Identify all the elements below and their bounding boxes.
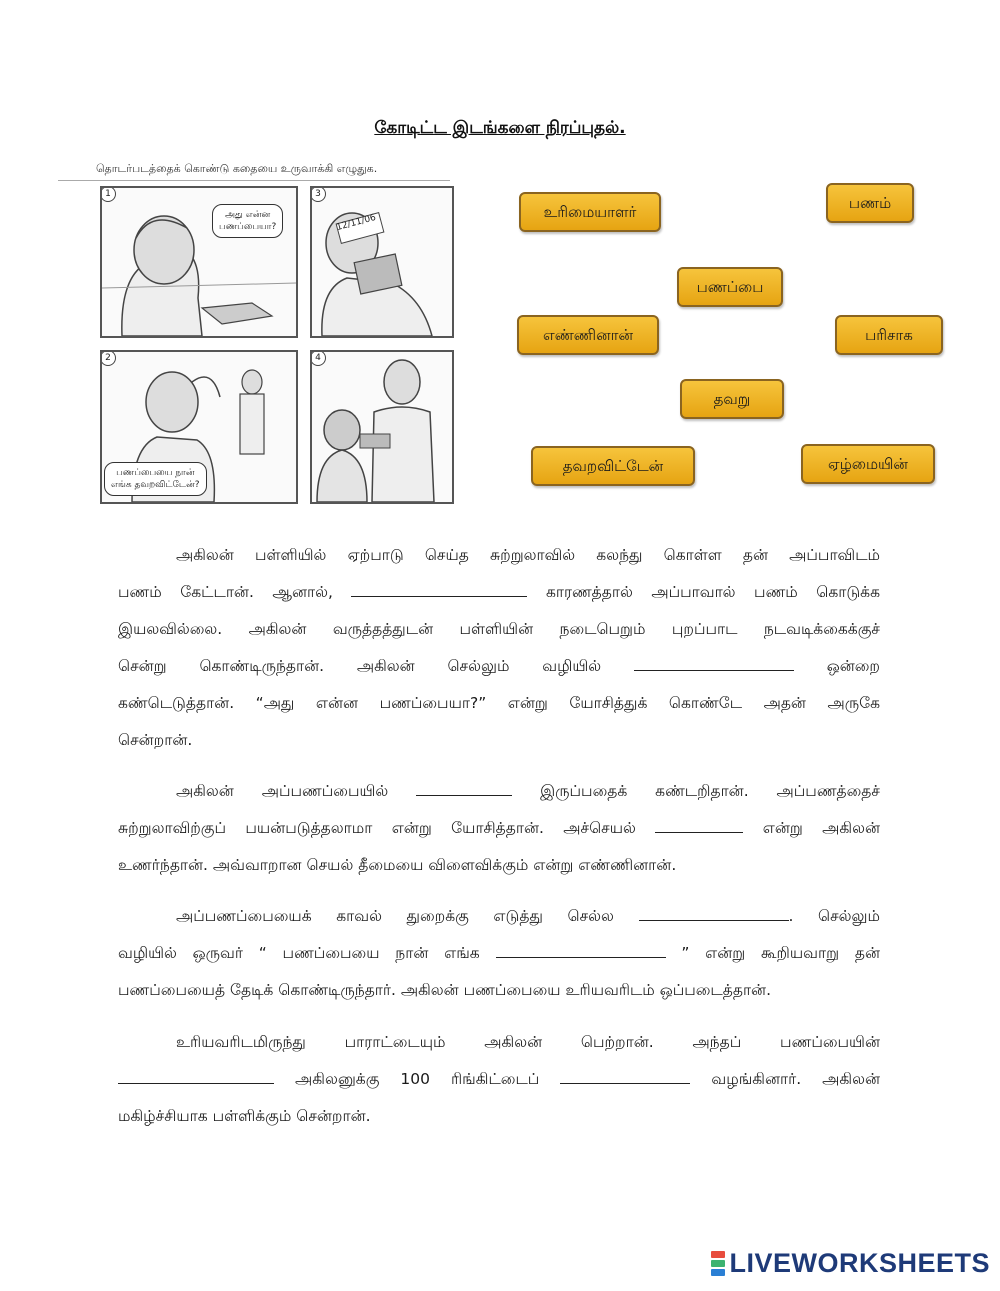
speech-bubble [212, 204, 283, 238]
blank-2[interactable] [634, 654, 794, 671]
story-line: மகிழ்ச்சியாக பள்ளிக்கும் சென்றான். [118, 1107, 371, 1125]
bubble-line: அது என்ன [225, 210, 271, 220]
text-segment: சுற்றுலாவிற்குப் பயன்படுத்தலாமா என்று யோசித்தான். அச்செயல் [118, 819, 636, 837]
blank-7[interactable] [118, 1067, 274, 1084]
liveworksheets-logo [711, 1248, 990, 1279]
blank-4[interactable] [655, 816, 743, 833]
bubble-line: பணப்பையை நான் [116, 468, 195, 478]
logo-bar [711, 1269, 725, 1276]
blank-5[interactable] [639, 904, 789, 921]
story-line: பணப்பையைத் தேடிக் கொண்டிருந்தார். அகிலன் பணப்பையை உரியவரிடம் ஒப்படைத்தான். [118, 981, 772, 999]
story-line: சென்றான். [118, 731, 193, 749]
text-segment: அகிலனுக்கு 100 ரிங்கிட்டைப் [295, 1070, 540, 1088]
panel-number: 1 [100, 186, 116, 202]
text-segment: வழங்கினார். அகிலன் [711, 1070, 880, 1088]
story-line [118, 648, 880, 685]
bubble-line: எங்க தவறவிட்டேன்? [111, 480, 200, 490]
text-segment: காரணத்தால் அப்பாவால் பணம் கொடுக்க [545, 583, 881, 601]
story-paragraph-2 [118, 773, 880, 884]
story-line: உணர்ந்தான். அவ்வாறான செயல் தீமையை விளைவிக்கும் என்று எண்ணினான். [118, 856, 677, 874]
blank-8[interactable] [560, 1067, 690, 1084]
text-segment: என்று அகிலன் [762, 819, 881, 837]
text-segment: சென்று கொண்டிருந்தான். அகிலன் செல்லும் வழியில் [118, 657, 602, 675]
comic-caption: தொடர்படத்தைக் கொண்டு கதையை உருவாக்கி எழுதுக. [96, 162, 378, 175]
text-segment: அப்பணப்பையைக் காவல் துறைக்கு எடுத்து செல்ல [176, 907, 614, 925]
word-chip-poverty[interactable]: ஏழ்மையின் [801, 444, 935, 484]
boy-wallet-illustration [312, 188, 452, 336]
logo-bar [711, 1251, 725, 1258]
money-note-label: 12/11/06 [335, 212, 378, 234]
text-segment: இருப்பதைக் கண்டறிதான். அப்பணத்தைச் [540, 782, 880, 800]
story-line: உரியவரிடமிருந்து பாராட்டையும் அகிலன் பெற்றான். அந்தப் பணப்பையின் [176, 1033, 880, 1051]
word-chip-money[interactable]: பணம் [826, 183, 914, 223]
story-paragraph-4 [118, 1024, 880, 1135]
story-line [118, 898, 880, 935]
speech-bubble [104, 462, 207, 496]
panel-number: 4 [310, 350, 326, 366]
comic-panel-1 [100, 186, 298, 338]
story-line [118, 810, 880, 847]
story-line: இயலவில்லை. அகிலன் வருத்தத்துடன் பள்ளியின் நடைபெறும் புறப்பாட நடவடிக்கைக்குச் [118, 620, 880, 638]
word-chip-counted[interactable]: எண்ணினான் [517, 315, 659, 355]
word-chip-as-gift[interactable]: பரிசாக [835, 315, 943, 355]
word-chip-owner[interactable]: உரிமையாளர் [519, 192, 661, 232]
blank-3[interactable] [416, 779, 512, 796]
story-paragraph-1 [118, 537, 880, 759]
story-paragraph-3 [118, 898, 880, 1009]
panel-number: 2 [100, 350, 116, 366]
text-segment: வழியில் ஒருவர் “ பணப்பையை நான் எங்க [118, 944, 480, 962]
logo-text: LIVEWORKSHEETS [729, 1248, 990, 1278]
worksheet-title: கோடிட்ட இடங்களை நிரப்புதல். [374, 118, 626, 138]
comic-panel-2 [100, 350, 298, 504]
word-chip-wallet[interactable]: பணப்பை [677, 267, 783, 307]
bubble-line: பணப்பையா? [219, 222, 277, 232]
story-line: கண்டெடுத்தான். “அது என்ன பணப்பையா?” என்று யோசித்துக் கொண்டே அதன் அருகே [118, 694, 880, 712]
blank-1[interactable] [351, 580, 527, 597]
boy-returns-wallet-illustration [312, 352, 452, 502]
panel-number: 3 [310, 186, 326, 202]
blank-6[interactable] [496, 941, 666, 958]
story-line [118, 574, 880, 611]
text-segment: . செல்லும் [788, 907, 880, 925]
word-chip-wrong[interactable]: தவறு [680, 379, 784, 419]
text-segment: ” என்று கூறியவாறு தன் [681, 944, 880, 962]
logo-icon [711, 1250, 725, 1277]
word-chip-lost-it[interactable]: தவறவிட்டேன் [531, 446, 695, 486]
comic-panel-3 [310, 186, 454, 338]
text-segment: அகிலன் அப்பணப்பையில் [176, 782, 389, 800]
text-segment: ஒன்றை [826, 657, 880, 675]
caption-divider [58, 180, 450, 181]
text-segment: பணம் கேட்டான். ஆனால், [118, 583, 333, 601]
story-line: அகிலன் பள்ளியில் ஏற்பாடு செய்த சுற்றுலாவில் கலந்து கொள்ள தன் அப்பாவிடம் [176, 546, 880, 564]
logo-bar [711, 1260, 725, 1267]
story-line [118, 1061, 880, 1098]
story-line [118, 773, 880, 810]
comic-strip [96, 158, 452, 508]
story-line [118, 935, 880, 972]
comic-panel-4 [310, 350, 454, 504]
